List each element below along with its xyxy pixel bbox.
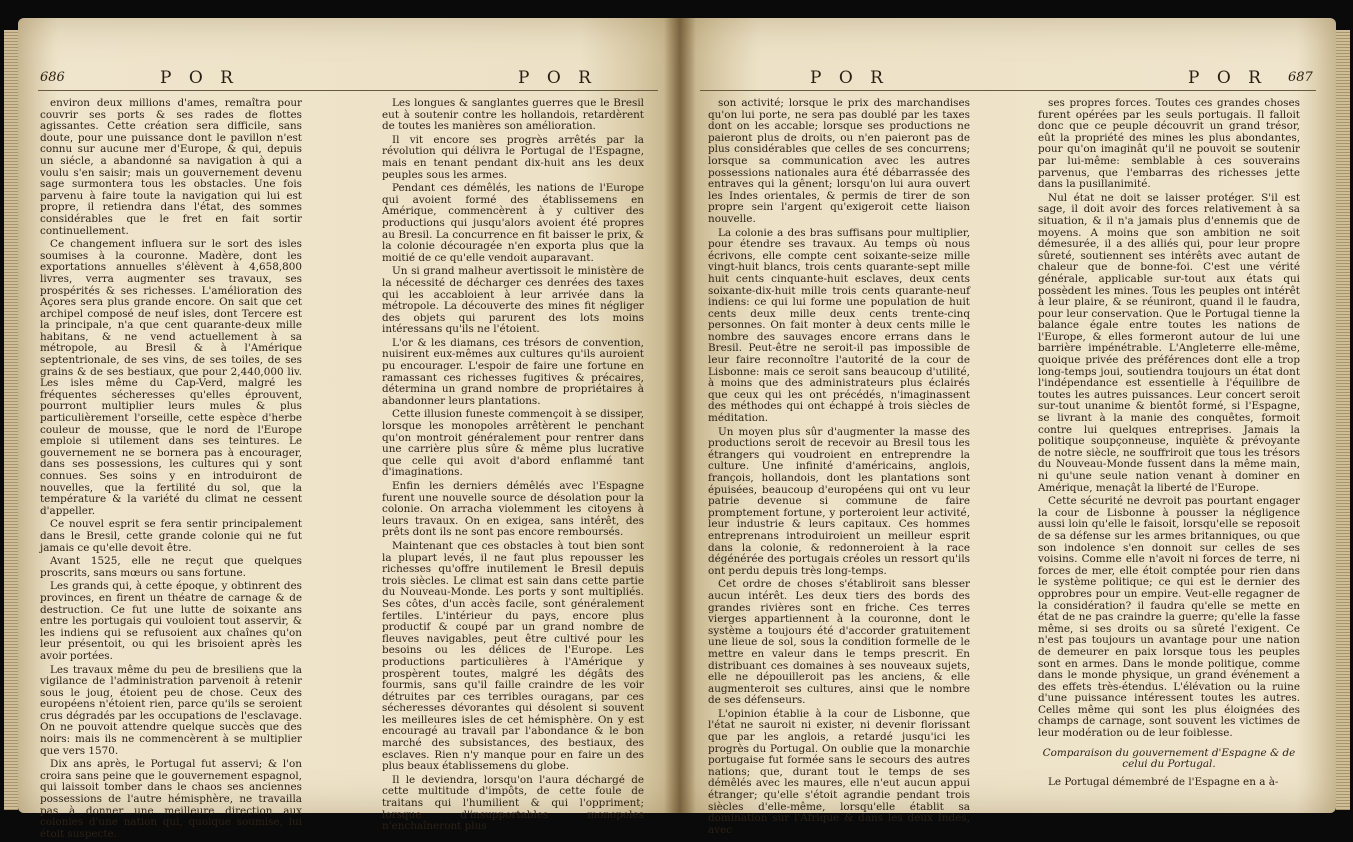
left-column-2 [382,98,644,835]
paragraph: La colonie a des bras suffisans pour multiplier, pour étendre ses travaux. Au temps où nous écrivons, elle compte cent soixante-seize mille vingt-huit blancs, trois cents quarante-sept mille huit cents cinquante-huit esclaves, deux cents soixante-dix-huit mille trois cents quarante-neuf indiens: ce qui lui forme une population de huit cents deux mille deux cents trente-cinq personnes. On fait monter à deux cents mille le nombre des sauvages encore errans dans le Bresil. Peut-être ne seroit-il pas impossible de leur faire reconnoître l'autorité de la cour de Lisbonne: mais ce seroit sans beaucoup d'utilité, à moins que des administrateurs plus éclairés que ceux qui les ont précédés, n'imaginassent des méthodes qui ont échappé à trois siècles de méditation. [708,226,970,425]
section-subhead: Comparaison du gouvernement d'Espagne & de celui du Portugal. [1042,746,1296,771]
paragraph: Avant 1525, elle ne reçut que quelques proscrits, sans mœurs ou sans fortune. [40,555,302,579]
left-page-number: 686 [40,70,65,85]
left-header-left: P O R [160,68,239,88]
paragraph: Cette illusion funeste commençoit à se dissiper, lorsque les monopoles arrêtèrent le penchant qu'on montroit généralement pour rentrer dans une carrière plus sûre & même plus lucrative que celle qui avoit d'abord enflammé tant d'imaginations. [382,408,644,479]
paragraph: Dix ans après, le Portugal fut asservi; & l'on croira sans peine que le gouvernement espagnol, qui laissoit tomber dans le chaos ses anciennes possessions de l'autre hémisphère, ne travailla pas à donner une meilleure direction aux colonies d'une nation qui, quoique soumise, lui étoit suspecte. [40,758,302,840]
right-column-2 [1038,98,1300,790]
page-edges-right [1336,30,1350,810]
paragraph: L'or & les diamans, ces trésors de convention, nuisirent eux-mêmes aux cultures qu'ils auroient pu encourager. L'espoir de faire une fortune en ramassant ces richesses fugitives & précaires, détermina un grand nombre de propriétaires à abandonner leurs plantations. [382,336,644,407]
paragraph: Un moyen plus sûr d'augmenter la masse des productions seroit de recevoir au Bresil tous les étrangers qui voudroient en entreprendre la culture. Une infinité d'américains, anglois, françois, hollandois, dont les plantations sont épuisées, beaucoup d'européens qui ont vu leur patrie devenue si commune de faire promptement fortune, y porteroient leur activité, leur industrie & leurs capitaux. Ces hommes entreprenans introduiroient un meilleur esprit dans la colonie, & redonneroient à la race dégénérée des portugais créoles un ressort qu'ils ont perdu depuis très long-temps. [708,425,970,577]
paragraph: L'opinion établie à la cour de Lisbonne, que l'état ne sauroit ni exister, ni devenir florissant que par les anglois, a retardé jusqu'ici les progrès du Portugal. On oublie que la monarchie portugaise fut formée sans le secours des autres nations; que, durant tout le temps de ses démêlés avec les maures, elle n'eut aucun appui étranger; qu'elle s'étoit agrandie pendant trois siècles d'elle-même, lorsqu'elle établit sa domination sur l'Afrique & dans les deux Indes, avec [708,707,970,836]
paragraph: Enfin les derniers démêlés avec l'Espagne furent une nouvelle source de désolation pour la colonie. On arracha violemment les citoyens à leurs travaux. On en exigea, sans intérêt, des prêts dont ils ne sont pas encore remboursés. [382,480,644,539]
page-edges-left [4,30,18,810]
paragraph: Un si grand malheur avertissoit le ministère de la nécessité de décharger ces denrées des taxes qui les accabloient à leur arrivée dans la métropole. La découverte des mines fit négliger des objets qui parurent des lots moins intéressans qu'ils ne l'étoient. [382,265,644,336]
left-page [18,18,680,840]
paragraph: Les longues & sanglantes guerres que le Bresil eut à soutenir contre les hollandois, retardèrent de toutes les manières son amélioration. [382,97,644,133]
paragraph: Ce nouvel esprit se fera sentir principalement dans le Bresil, cette grande colonie qui ne fut jamais ce qu'elle devoit être. [40,518,302,554]
paragraph: environ deux millions d'ames, remaîtra pour couvrir ses ports & ses rades de flottes agissantes. Cette création sera difficile, sans doute, pour une puissance dont le pavillon n'est connu sur aucune mer d'Europe, & qui, depuis un siécle, a abandonné sa navigation à qui a voulu s'en saisir; mais un gouvernement devenu sage surmontera tous les obstacles. Une fois parvenu à faire toute la navigation qui lui est propre, il retiendra dans l'état, des sommes considérables que le fret en fait sortir continuellement. [40,97,302,237]
paragraph: Il vit encore ses progrès arrêtés par la révolution qui délivra le Portugal de l'Espagne, mais en tenant pendant dix-huit ans les deux peuples sous les armes. [382,133,644,181]
paragraph: Il le deviendra, lorsqu'on l'aura déchargé de cette multitude d'impôts, de cette foule de traitans qui l'humilient & qui l'oppriment; lorsque d'insupportables monopoles n'enchaîneront plus [382,773,644,833]
paragraph: Cet ordre de choses s'établiroit sans blesser aucun intérêt. Les deux tiers des bords des grandes rivières sont en friche. Ces terres vierges appartiennent à la couronne, dont le système a toujours été d'accorder gratuitement une lieue de sol, sous la condition formelle de le mettre en valeur dans le temps prescrit. En distribuant ces domaines à ses nouveaux sujets, elle ne dépouilleroit pas les anciens, & elle augmenteroit ses cultures, ainsi que le nombre de ses défenseurs. [708,578,970,707]
paragraph: Cette sécurité ne devroit pas pourtant engager la cour de Lisbonne à pousser la négligence aussi loin qu'elle le faisoit, lorsqu'elle se reposoit de sa défense sur les armes britanniques, ou que son indolence s'en donnoit sur celles de ses voisins. Comme elle n'avoit ni forces de terre, ni forces de mer, elle étoit comptée pour rien dans le système politique; ce qui est le dernier des opprobres pour un empire. Veut-elle regagner de la considération? il faudra qu'elle se mette en état de ne pas craindre la guerre; qu'elle la fasse même, si ses droits ou sa sûreté l'exigent. Ce n'est pas toujours un avantage pour une nation de demeurer en paix lorsque tous les peuples sont en armes. Dans le monde politique, comme dans le monde physique, un grand événement a des effets très-étendus. L'élévation ou la ruine d'une puissance intéressent toutes les autres. Celles même qui sont les plus éloignées des champs de carnage, sont souvent les victimes de leur modération ou de leur foiblesse. [1038,495,1300,740]
left-header-center: P O R [518,68,597,88]
paragraph: Ce changement influera sur le sort des isles soumises à la couronne. Madère, dont les exportations annuelles s'élèvent à 4,658,800 livres, verra augmenter ses travaux, ses prospérités & ses richesses. L'amélioration des Açores sera plus grande encore. On sait que cet archipel composé de neuf isles, dont Tercere est la principale, n'a que cent quarante-deux mille habitans, & ne vend actuellement à sa métropole, au Bresil & à l'Amérique septentrionale, de ses vins, de ses toiles, de ses grains & de ses bestiaux, que pour 2,440,000 liv. Les isles même du Cap-Verd, malgré les fréquentes sécheresses qu'elles éprouvent, pourront multiplier leurs mules & plus particulièrement l'orseille, cette espèce d'herbe couleur de mousse, que le nord de l'Europe emploie si utilement dans ses teintures. Le gouvernement ne se bornera pas à encourager, dans ses possessions, les cultures qui y sont connues. Ses soins y en introduiront de nouvelles, que la fertilité du sol, que la température & la variété du climat ne cessent d'appeller. [40,238,302,517]
paragraph: Les travaux même du peu de bresiliens que la vigilance de l'administration parvenoit à retenir sous le joug, étoient peu de chose. Ceux des européens n'étoient rien, parce qu'ils se seroient crus dégradés par les occupations de l'esclavage. On ne pouvoit attendre quelque succès que des noirs: mais ils ne commencèrent à se multiplier que vers 1570. [40,663,302,757]
left-column-1 [40,98,302,842]
right-header-rule [700,90,1316,91]
paragraph: Nul état ne doit se laisser protéger. S'il est sage, il doit avoir des forces relativement à sa situation, & il n'a jamais plus d'ennemis que de moyens. A moins que son ambition ne soit démesurée, il a des alliés qui, pour leur propre sûreté, soutiennent ses intérêts avec autant de chaleur que de bonne-foi. C'est une vérité générale, applicable sur-tout aux états qui possèdent les mines. Tous les peuples ont intérêt à leur plaire, & se réuniront, quand il le faudra, pour leur conservation. Que le Portugal tienne la balance égale entre toutes les nations de l'Europe, & elles formeront autour de lui une barrière impénétrable. L'Angleterre elle-même, quoique privée des préférences dont elle a trop long-temps joui, soutiendra toujours un état dont l'indépendance est essentielle à l'équilibre de toutes les autres puissances. Leur concert seroit sur-tout unanime & bientôt formé, si l'Espagne, se livrant à la manie des conquêtes, formoit contre lui quelques entreprises. Jamais la politique soupçonneuse, inquiète & prévoyante de notre siècle, ne souffriroit que tous les trésors du Nouveau-Monde fussent dans la même main, ni qu'une seule nation venant à dominer en Amérique, menaçât la liberté de l'Europe. [1038,191,1300,494]
right-column-2-body [1038,98,1300,740]
right-header-right: P O R [1188,68,1267,88]
right-header-center: P O R [810,68,889,88]
right-column-1 [708,98,970,838]
paragraph: Pendant ces démêlés, les nations de l'Europe qui avoient formé des établissemens en Amérique, commencèrent à y cultiver des productions qui jusqu'alors avoient été propres au Bresil. La concurrence en fit baisser le prix, & la colonie découragée n'en exporta plus que la moitié de ce qu'elle vendoit auparavant. [382,182,644,264]
right-page-number: 687 [1288,70,1313,85]
book-spread [18,18,1336,840]
paragraph: Maintenant que ces obstacles à tout bien sont la plupart levés, il ne faut plus repousser les richesses qu'offre inutilement le Bresil depuis trois siècles. Le climat est sain dans cette partie du Nouveau-Monde. Les ports y sont multipliés. Ses côtes, d'un accès facile, sont généralement fertiles. L'intérieur du pays, encore plus productif & coupé par un grand nombre de fleuves navigables, peut être cultivé pour les besoins ou les délices de l'Europe. Les productions particulières à l'Amérique y prospèrent toutes, malgré les dégâts des fourmis, sans qu'il faille craindre de les voir détruites par ces terribles ouragans, par ces sécheresses dévorantes qui désolent si souvent les meilleures isles de cet hémisphère. On y est encouragé au travail par l'abondance & le bon marché des subsistances, des bestiaux, des esclaves. Rien n'y manque pour en faire un des plus beaux établissemens du globe. [382,539,644,773]
right-page [680,18,1336,836]
section-opening: Le Portugal démembré de l'Espagne en a à- [1048,775,1279,788]
paragraph: Les grands qui, à cette époque, y obtinrent des provinces, en firent un théatre de carnage & de destruction. Ce fut une lutte de soixante ans entre les portugais qui vouloient tout asservir, & les indiens qui se refusoient aux chaînes qu'on leur présentoit, ou qui les brisoient après les avoir portées. [40,580,302,662]
paragraph: son activité; lorsque le prix des marchandises qu'on lui porte, ne sera pas doublé par les taxes dont on les accable; lorsque ses productions ne paieront plus de droits, ou n'en paieront pas de plus considérables que celles de ses concurrens; lorsque sa communication avec les autres possessions nationales aura été débarrassée des entraves qui la gênent; lorsqu'on lui aura ouvert les Indes orientales, & permis de tirer de son propre sein l'argent qu'exigeroit cette liaison nouvelle. [708,97,970,225]
paragraph: ses propres forces. Toutes ces grandes choses furent opérées par les seuls portugais. Il falloit donc que ce peuple découvrit un grand trésor, eût la propriété des mines les plus abondantes, pour qu'on imaginât qu'il ne pouvoit se soutenir par lui-même: semblable à ces souverains parvenus, que l'embarras des richesses jette dans la pusillanimité. [1038,97,1300,191]
left-header-rule [38,90,658,91]
